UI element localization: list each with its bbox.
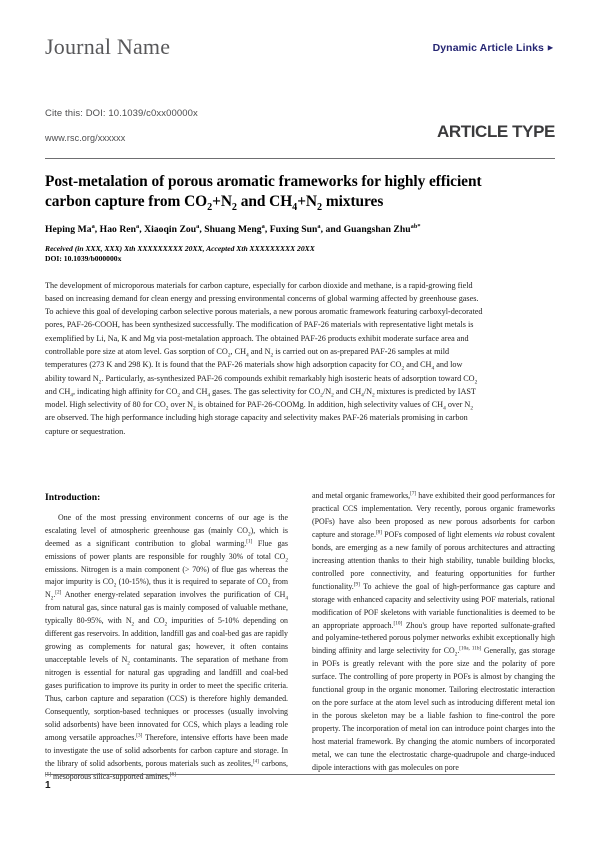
journal-name: Journal Name	[45, 34, 171, 59]
author-affiliation-marker: a	[91, 222, 95, 230]
title-sub-1: 2	[207, 202, 213, 214]
header-divider	[45, 158, 555, 159]
body-column-right	[312, 490, 555, 784]
body-column-left	[45, 490, 288, 784]
doi-line: DOI: 10.1039/b000000x	[45, 254, 122, 264]
author-affiliation-marker: a	[317, 222, 321, 230]
cite-this-doi: Cite this: DOI: 10.1039/c0xx00000x	[45, 108, 198, 119]
received-dates: Received (in XXX, XXX) Xth XXXXXXXXX 20XX, Accepted Xth XXXXXXXXX 20XX	[45, 244, 315, 254]
dynamic-article-links-label: Dynamic Article Links	[432, 42, 544, 54]
title-line-2-e: mixtures	[322, 193, 384, 211]
title-line-1: Post-metalation of porous aromatic frameworks for highly efficient	[45, 173, 482, 190]
journal-website-url[interactable]: www.rsc.org/xxxxxx	[45, 133, 126, 143]
author-affiliation-marker: a	[261, 222, 265, 230]
title-line-2-a: carbon capture from CO	[45, 193, 208, 211]
masthead	[45, 0, 555, 108]
title-line-2-d: +N	[297, 193, 317, 211]
triangle-right-icon: ►	[545, 42, 555, 53]
title-sub-3: 4	[292, 202, 298, 214]
body-columns	[45, 490, 555, 784]
abstract-text: The development of microporous materials for carbon capture, especially for carbon dioxide and methane, is a rapid-growing field based on increasing demand for clean energy and pressing environmental concerns of global warming affected by greenhouse gases. To achieve this goal of developing carbon selective porous materials, a new porous aromatic framework featuring carboxyl-decorated pores, PAF-26-COOH, has been synthesized successfully. The modification of PAF-26 materials with representative light metals is exemplified by Li, Na, K and Mg via post-metalation approach. The obtained PAF-26 products exhibit moderate surface area and controllable pore size at atom level. Gas sorption of $CO_2$, $CH_4$ and $N_2$ is carried out on as-prepared PAF-26 samples at mild temperatures (273 K and 298 K). It is found that the PAF-26 materials show high adsorption capacity for $CO_2$ and $CH_4$ and low ability toward $N_2$. Particularly, as-synthesized PAF-26 compounds exhibit remarkably high isosteric heats of adsorption toward $CO_2$ and $CH_4$, indicating high affinity for $CO_2$ and $CH_4$ gases. The gas selectivity for $CO_2/N_2$ and $CH_4/N_2$ mixtures is predicted by IAST model. High selectivity of 80 for $CO_2$ over $N_2$ is obtained for PAF-26-COOMg. In addition, high selectivity values of $CH_4$ over $N_2$ are observed. The high performance including high storage capacity and selectivity makes PAF-26 materials promising in carbon capture or sequestration.	[45, 280, 483, 436]
cite-block	[45, 108, 555, 154]
page-number: 1	[45, 780, 51, 791]
section-heading-introduction: Introduction:	[45, 492, 101, 503]
title-sub-4: 2	[317, 202, 323, 214]
dynamic-article-links[interactable]	[433, 42, 555, 54]
author-affiliation-marker: a	[136, 222, 140, 230]
title-sub-2: 2	[231, 202, 237, 214]
introduction-paragraph: One of the most pressing environment concerns of our age is the escalating level of atmospheric greenhouse gas (mainly $CO_2$), which is deemed as a significant contribution to global warming.[1] Flue gas emissions of power plants are responsible for roughly 30% of total $CO_2$ emissions. Nitrogen is a main component (> 70%) of flue gas whereas the major impurity is $CO_2$ (10-15%), thus it is required to separate of $CO_2$ from $N_2.[2]$ Another energy-related separation involves the purification of $CH_4$ from natural gas, since natural gas is mainly composed of valuable methane, typically 80-95%, with $N_2$ and $CO_2$ impurities of 5-10% depending on different gas reservoirs. In addition, landfill gas and coal-bed gas are rapidly growing as complements for natural gas; however, it often contains unacceptable levels of $N_2$ contaminants. The separation of methane from nitrogen is essential for natural gas upgrading and landfill and coal-bed gases purification to improve its purity in order to meet the specific criteria. Thus, carbon capture and separation (CCS) is therefore highly demanded. Consequently, sorption-based techniques or processes (usually involving solid adsorbents) have been innovated for CCS, which plays a leading role among versatile approaches.[3] Therefore, intensive efforts have been made to investigate the use of solid adsorbents for carbon capture and storage. In the library of solid adsorbents, porous materials such as zeolites,[4] carbons,[5] mesoporous silica-supported amines,[6]	[45, 512, 289, 781]
author-affiliation-marker: a	[196, 222, 200, 230]
article-type-label: ARTICLE TYPE	[437, 122, 555, 141]
introduction-paragraph-continued: and metal organic frameworks,[7] have exhibited their good performances for practical CCS implementation. Very recently, porous organic frameworks (POFs) have also been proposed as new porous adsorbents for carbon capture and storage.[8] POFs composed of light elements via robust covalent bonds, are emerging as a new family of porous architectures and attracting increasing attention thanks to their high stability, tunable building blocks, controlled pore connectivity, and featuring opportunities for further functionality.[9] To achieve the goal of high-performance gas capture and storage with enhanced capacity and selectivity using POF materials, rational modification of POF skeletons with variable functionalities is deemed to be an appropriate approach.[10] Zhou's group have reported sulfonate-grafted and polyamine-tethered porous polymer networks exhibit exceptionally high binding affinity and large selectivity for $CO_2.[10a, 11b]$ Generally, gas storage in POFs is greatly relevant with the pore size and the polarity of pore surface. The controlling of pore property in POFs is almost by changing the functional group in the organic monomer. Tailoring electrostatic interaction on the pore surface at the atom level such as introducing different metal ion in the porous skeleton may be a liable fashion to fine-control the pore property. The incorporation of metal ion can introduce point charges into the host material framework. By changing the atomic numbers of incorporated metal, we can tune the electrostatic charge-quadrupole and charge-induced dipole interactions with gas molecules on pore	[312, 490, 555, 773]
corresponding-author-marker: ab*	[410, 222, 421, 230]
footer-divider	[45, 774, 555, 775]
author-list: Heping Ma$^a$, Hao Ren$^a$, Xiaoqin Zou$^a$, Shuang Meng$^a$, Fuxing Sun$^a$, and Guangshan Zhu$^{ab*}$	[45, 222, 421, 236]
page-title	[45, 172, 555, 212]
title-line-2-c: and CH	[236, 193, 293, 211]
title-line-2-b: +N	[212, 193, 232, 211]
